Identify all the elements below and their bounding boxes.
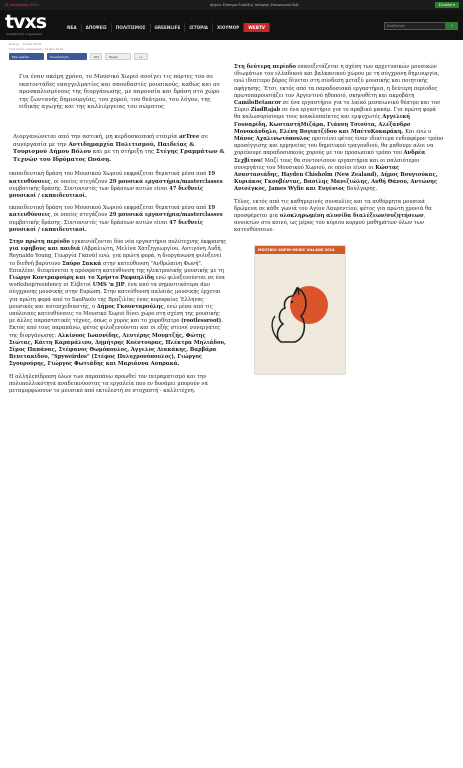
nav-opinions[interactable]: ΑΠΟΨΕΙΣ	[82, 23, 112, 32]
tweet-button[interactable]: Tweet	[105, 53, 131, 60]
lectures-paragraph: Τέλος, εκτός από τις καθημερινές συναυλίες και τα αυθόρμητα μουσικά δρώμενα σε κάθε γωνιά του Αγίου Λαυρεντίου, φέτος για πρώτη χρονιά θα προσφέρεται μια ολοκληρωμένη αλυσίδα διαλέξεων/συζητήσεων, ανοικτών στο κοινό, ως μέρος του κύριου κορμού μαθημάτων όλων των κατευθύνσεων.	[234, 198, 432, 234]
education-paragraph-1: εκπαιδευτική δράση του Μουσικού Χωριού εκφράζεται θεματικά μέσα από 19 κατευθύνσεις, οι οποίες στεγάζουν 29 μουσικά εργαστήρια/masterclasses συμβατικής δράσης. Συντονιστές των δράσεων αυτών είναι 47 διεθνείς μουσικοί / εκπαιδευτικοί.	[9, 171, 223, 199]
gplus-button[interactable]: +1	[134, 53, 148, 60]
nav-humor[interactable]: ΧΙΟΥΜΟΡ	[213, 23, 244, 32]
main-nav	[63, 23, 270, 32]
meta-line-2: Τελευταία ενημέρωση: 14 Δεκ 2014	[9, 46, 64, 51]
squirrel-illustration	[267, 280, 311, 350]
site-logo[interactable]: tvxs	[5, 11, 47, 33]
right-column	[234, 62, 444, 400]
poster-title: ΜΟΥΣΙΚΟ ΧΩΡΙΟ MUSIC VILLAGE 2014	[255, 246, 345, 254]
language-select[interactable]: Ελλάδα ▾	[435, 2, 459, 8]
social-bar	[0, 51, 463, 62]
site-tagline: Ανεξάρτητη ενημέρωση	[6, 32, 43, 36]
intro-paragraph: Για έναν ακόμη χρόνο, το Μουσικό Χωριό ανοίγει τις πόρτες του σε εκατοντάδες επαγγελματίες και σπουδαστές μουσικούς, καθώς και σε προσκαλεσμένους της διοργάνωσης, με παρουσία και δράση στο χώρο της ζωντανής δημιουργίας, του χορού, του θεάτρου, του λόγου, της ειδικής αγωγής και της καλλιέργειας του σώματος	[19, 74, 220, 111]
nav-webtv[interactable]: WEBTV	[244, 23, 270, 32]
festival-poster[interactable]	[254, 245, 346, 375]
site-header	[0, 10, 463, 40]
closing-paragraph: Η αλληλεπίδραση όλων των παραπάνω προωθεί τον πειραματισμό και την πολυπολλικότητα αναδεικνύοντας τα εργαλεία που εν δυνάμει μπορούν να μεταμορφώσουν το μουσικό από εκτελεστή σε στοχαστή - καλλιτέχνη.	[9, 373, 208, 395]
share-count: 103	[90, 53, 102, 60]
nav-culture[interactable]: ΠΟΛΙΤΙΣΜΟΣ	[112, 23, 151, 32]
article-meta	[0, 40, 463, 51]
nav-news[interactable]: ΝΕΑ	[63, 23, 82, 32]
article-body	[0, 62, 463, 400]
nav-history[interactable]: ΙΣΤΟΡΙΑ	[185, 23, 213, 32]
second-period-paragraph: Στη δεύτερη περίοδο επανεξετάζεται η σχέση των αρχετυπικών μουσικών ιδιωμάτων του ελλαδικού και βαλκανικού χώρου με τη σύγχρονη δημιουργία, ενώ ιδιαίτερο βάρος δίνεται στη σύνδεση μεταξύ μουσικής και ποιητικής αφήγησης. Έτσι, εκτός από τα παραδοσιακά εργαστήρια, η δεύτερη περίοδος πρωτοπαρουσιάζει τον Αργεντινό ηθοποιό, σκηνοθέτη και ακροβάτη CamiloBetancor σε ένα εργαστήριο για το λαϊκό μεσαιωνικό θέατρο και τον Σύριο ZiadRajab σε ένα εργαστήριο για το αραβικό μακάμ. Για πρώτη φορά θα καλωσορίσουμε τους κουκλοπαίκτες και εμψυχωτές Αγγελική Γουναρίδη, ΚωσταντήΜιζάρα, Γιάννη Τσιούτα, Αλέξανδρο Μονοκάνδηλο, Ελένη Βογιατζίδου και ΜπέτυΚοκαράκη. Και ενώ ο Μάνος Αχαλινωτόπουλος προτείνει φέτος έναν ιδιαίτερα ενδιαφέρον τρόπο προσέγγισης και ερμηνείας του δημοτικού τραγουδιού, θα μαθουμε αλοι να χορεύουμε παραδοσιακούς χορούς με τον προσωπικό τρόπο του Ανδρέα Σεχβίτου! Μαζί τους θα συντονίσουν εργαστήρια και οι παλαιότεροι συνεργάτες του Μουσικού Χωριού, οι οποίοι είναι οι Κώστας Αναστασιάδης, Hayden Chisholm (New Zealand), Δήμος Βουγιούκας, Κυριάκος Γκουβέντας, Βασίλης Μανιζιώλης, Ανθή Θάνου, Αντώνης Ανισέγκος, James Wylie και Ευγένιος Βούλγαρης.	[234, 64, 444, 193]
meta-line-1: tvxs.gr · 14 Δεκ 2014	[9, 42, 42, 46]
top-date: 14 Δεκεμβρίου 2014	[4, 3, 39, 7]
left-column	[9, 62, 227, 400]
education-paragraph-2: εκπαιδευτική δράση του Μουσικού Χωριού εκφράζεται θεματικά μέσα από 19 κατευθύνσεις, οι οποίες στεγάζουν 29 μουσικά εργαστήρια/masterclasses συμβατικής δράσης. Συντονιστές των δράσεων αυτών είναι 47 διεθνείς μουσικοί / εκπαιδευτικοί.	[9, 205, 223, 233]
facebook-like-button[interactable]: Μου αρέσει	[9, 53, 44, 60]
top-bar	[0, 0, 463, 10]
facebook-share-button[interactable]: Κοινοποίηση	[47, 53, 87, 60]
search-input[interactable]: Αναζήτηση	[384, 22, 446, 30]
top-links[interactable]: Αρχείο Σύστημα Ενδείξης Ιστορίας Επικοινωνία Εμβ	[209, 3, 299, 7]
search-button[interactable]: ›	[446, 22, 458, 30]
organizer-paragraph: Διοργανώνεται από την αστική, μη κερδοσκοπική εταιρία arTree σε συνεργασία με την Αντιδημαρχία Πολιτισμού, Παιδείας & Τουρισμού Δήμου Βόλου και με τη στήριξη της Στέγης Γραμμάτων & Τεχνών του Ιδρύματος Ωνάση.	[13, 133, 225, 163]
nav-greenlife[interactable]: GREENLIFE	[151, 23, 186, 32]
first-period-paragraph: Στην πρώτη περίοδο εγκαινιάζονται δύο νέα εργαστήρια πολύτεχνης έκφρασης για εφήβους και παιδιά (Αβραλιώτη, Μελίνα Χατζηγεωργίου, Αντιγόνη Λυδή, Reynaldo Young, Γεωργία Γκανά) ενώ, για πρώτη φορά, η διοργάνωση φιλοξενεί το διεθνή βαρύτονο Σπύρο Σακκά στην κατεύθυνση "Ανθρώπινη Φωνή". Επιπλέον, διευρύνεται η πρόσφατη κατεύθυνση της ηλεκτρονικής μουσικής με τη Γιώργο Κοντραφούρη και το Χρήστο Ραφαηλίδη ενώ φιλοξενούνται σε ένα workshop/residency οι Ελβετοί UMS 'n JIP, ένα από τα σημαντικότερα duo σύγχρονης μουσικής στην Ευρώπη. Στην κατεύθυνση παλαιάς μουσικής έρχεται για πρώτη φορά από το SaoPaolo της Βραζιλίας ένας κορυφαίος Έλληνας μουσικός και αυτοσχεδιαστής, ο Δήμος Γκουνταρούλης, ενώ μέσα από τις υπόλοιπες κατευθύνσεις το Μουσικό Χωριό δίνει χώρο στη σχέση της μουσικής με άλλες παραστατικές τέχνες, όπως ο χορός και το χοροθέατρο (rootlessroot). Εκτός από τους παραπάνω, φέτος φιλοξενούνται και οι εξής στενοί συνεργάτες της διοργάνωσης: Αλκίνοος Ιωαννίδης, Λευτέρης Μουμτζής, Φώτης Σιώτας, Κάιτη Καραμάλιου, Δημήτρης Κοέντουρας, Ηλέκτρα Μηλιάδου, Σίμος Παπάνας, Στέφανος Θωμόπουλος, Άγγελος Λιακάκης, Βαρβάρα Βενετακίδου, "Spyweirdos" (Στέφος Πολυχρονόπουλος), Γιώργος Σγουρούρης, Γιώργος Φωτιάδης και Μαριάννα Ασπρακά.	[9, 238, 227, 368]
